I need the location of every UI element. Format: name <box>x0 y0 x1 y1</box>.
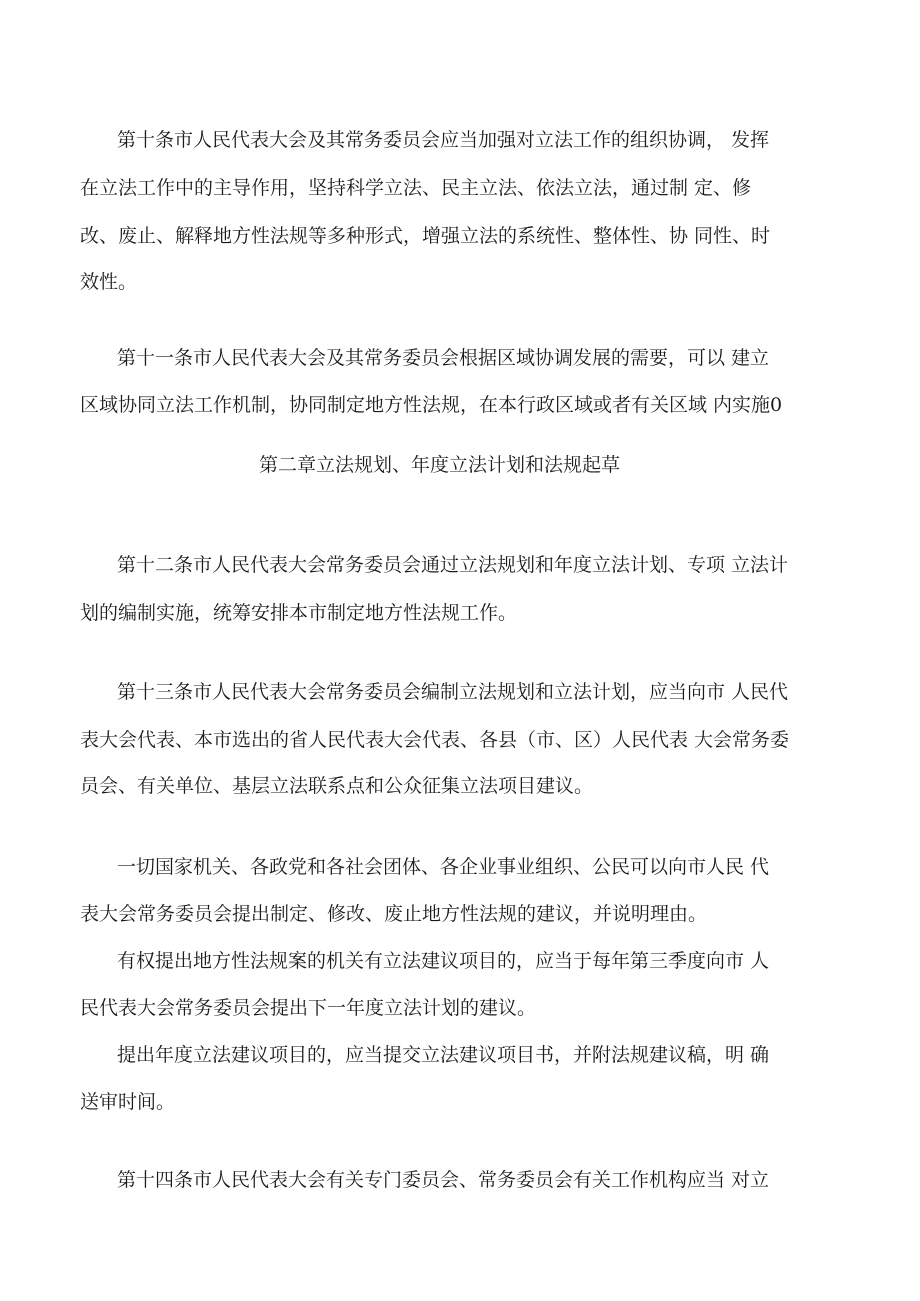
article-10-line-3: 改、废止、解释地方性法规等多种形式，增强立法的系统性、整体性、协 同性、时 <box>80 225 771 247</box>
article-13-p4-line-2: 送审时间。 <box>80 1091 176 1113</box>
article-12-line-1: 第十二条市人民代表大会常务委员会通过立法规划和年度立法计划、专项 立法计 <box>117 554 789 576</box>
article-10-line-1: 第十条市人民代表大会及其常务委员会应当加强对立法工作的组织协调， 发挥 <box>117 129 770 151</box>
article-13-p2-line-1: 一切国家机关、各政党和各社会团体、各企业事业组织、公民可以向市人民 代 <box>117 856 770 878</box>
article-14-line-1: 第十四条市人民代表大会有关专门委员会、常务委员会有关工作机构应当 对立 <box>117 1169 770 1191</box>
article-11-line-1: 第十一条市人民代表大会及其常务委员会根据区域协调发展的需要，可以 建立 <box>117 347 770 369</box>
article-13-line-2: 表大会代表、本市选出的省人民代表大会代表、各县（市、区）人民代表 大会常务委 <box>80 729 790 751</box>
article-12-line-2: 划的编制实施，统筹安排本市制定地方性法规工作。 <box>80 602 518 624</box>
article-13-line-1: 第十三条市人民代表大会常务委员会编制立法规划和立法计划，应当向市 人民代 <box>117 681 789 703</box>
chapter-heading: 第二章立法规划、年度立法计划和法规起草 <box>259 454 621 476</box>
article-13-p4-line-1: 提出年度立法建议项目的，应当提交立法建议项目书，并附法规建议稿，明 确 <box>117 1044 770 1066</box>
article-13-line-3: 员会、有关单位、基层立法联系点和公众征集立法项目建议。 <box>80 775 594 797</box>
article-13-p2-line-2: 表大会常务委员会提出制定、修改、废止地方性法规的建议，并说明理由。 <box>80 903 708 925</box>
article-11-line-2: 区域协同立法工作机制，协同制定地方性法规，在本行政区域或者有关区域 内实施0 <box>80 394 783 416</box>
article-13-p3-line-2: 民代表大会常务委员会提出下一年度立法计划的建议。 <box>80 997 537 1019</box>
article-10-line-2: 在立法工作中的主导作用，坚持科学立法、民主立法、依法立法，通过制 定、修 <box>80 177 752 199</box>
article-13-p3-line-1: 有权提出地方性法规案的机关有立法建议项目的，应当于每年第三季度向市 人 <box>117 950 770 972</box>
article-10-line-4: 效性。 <box>80 271 138 293</box>
